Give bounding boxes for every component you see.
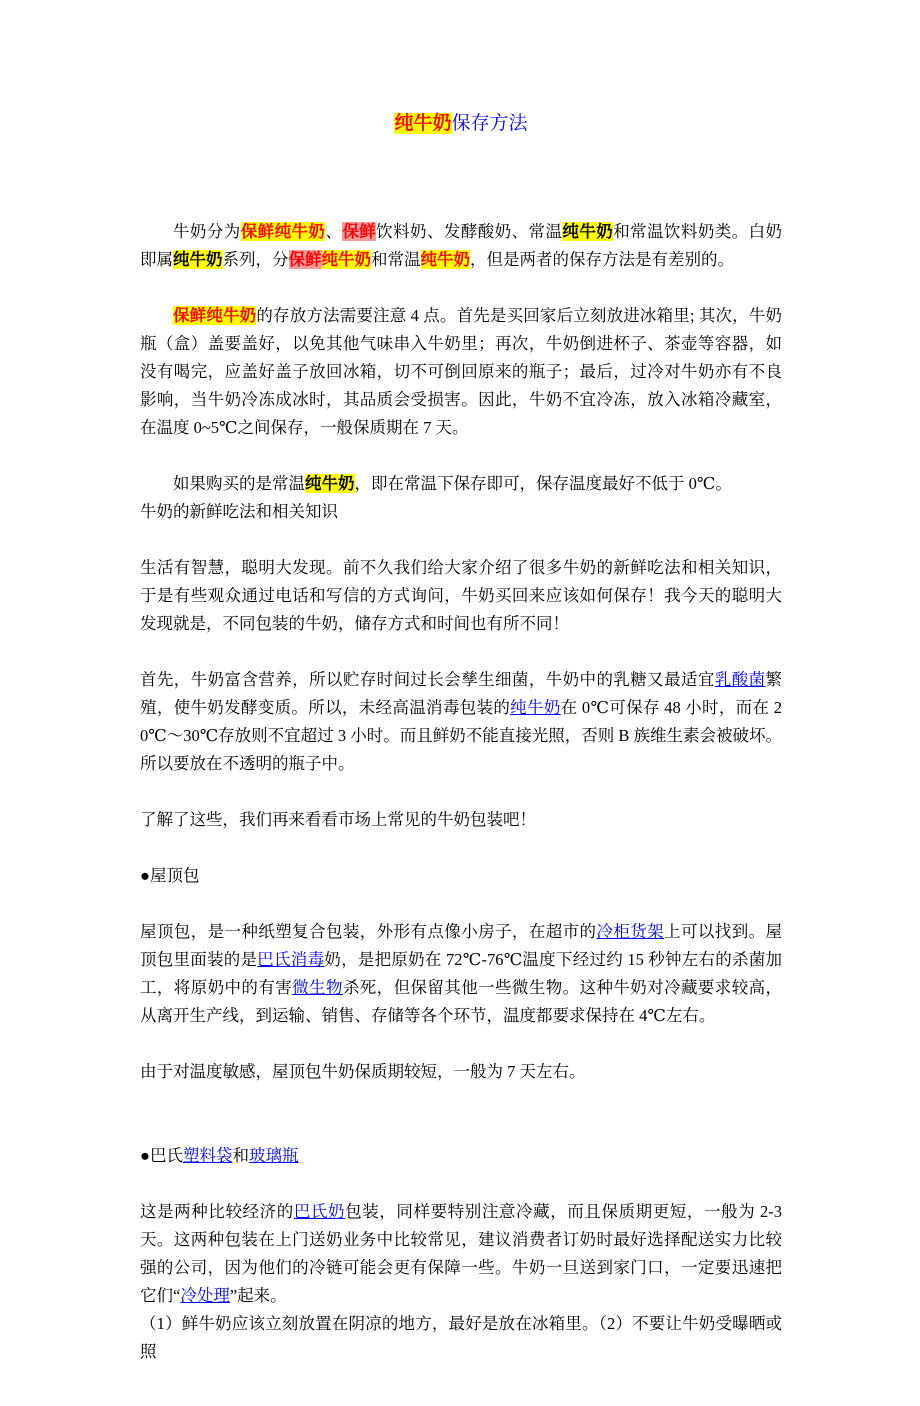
text-run: ，但是两者的保存方法是有差别的。: [470, 250, 734, 269]
hyperlink[interactable]: 玻璃瓶: [248, 1146, 299, 1165]
text-run: 保鲜纯牛奶: [173, 306, 257, 325]
text-run: 纯牛奶: [562, 222, 614, 241]
hyperlink[interactable]: 纯牛奶: [510, 698, 561, 717]
para-room-temp-milk: [140, 470, 782, 498]
text-run: 保鲜: [288, 250, 322, 269]
para-lets-look-at-packaging: [140, 806, 782, 834]
para-economic-packaging: [140, 1198, 787, 1310]
para-roof-pack-description: [140, 918, 782, 1030]
text-run: ●屋顶包: [140, 866, 200, 885]
text-run: 纯牛奶: [173, 250, 223, 269]
heading-fresh-eating-knowledge: [140, 498, 782, 526]
hyperlink[interactable]: 塑料袋: [182, 1146, 233, 1165]
text-run: 纯牛奶: [420, 250, 470, 269]
para-smart-discovery: [140, 554, 782, 638]
text-run: 和常温: [371, 250, 421, 269]
text-run: 保鲜纯牛奶: [240, 222, 326, 241]
text-run: 和: [232, 1146, 249, 1165]
text-run: 、: [325, 222, 343, 241]
text-run: 纯牛奶: [394, 113, 452, 134]
text-run: 纯牛奶: [305, 474, 355, 493]
hyperlink[interactable]: 巴氏消毒: [257, 950, 325, 969]
text-run: ●巴氏: [140, 1146, 183, 1165]
text-run: 纯牛奶: [321, 250, 371, 269]
text-run: 上可以找到。屋顶包里面装的是: [140, 922, 783, 969]
text-run: 在 0℃可保存 48 小时，而在 20℃～30℃存放则不宜超过 3 小时。而且鲜奶不能直接光照，否则 B 族维生素会被破坏。所以要放在不透明的瓶子中。: [140, 698, 783, 773]
text-run: 包装，同样要特别注意冷藏，而且保质期更短，一般为 2-3 天。这两种包装在上门送奶业务中比较常见，建议消费者订奶时最好选择配送实力比较强的公司，因为他们的冷链可能会更有保障一些。牛奶一旦送到家门口，一定要迅速把它们“: [140, 1202, 787, 1305]
text-run: 由于对温度敏感，屋顶包牛奶保质期较短，一般为 7 天左右。: [140, 1062, 586, 1081]
text-run: 了解了这些，我们再来看看市场上常见的牛奶包装吧！: [140, 810, 536, 829]
text-run: 保存方法: [451, 113, 528, 134]
text-run: 奶，是把原奶在 72℃-76℃温度下经过约 15 秒钟左右的杀菌加工，将原奶中的有害: [140, 950, 783, 997]
text-run: 和常温饮料奶类。白奶即属: [140, 222, 783, 269]
para-fresh-milk-storage-tips: [140, 302, 782, 442]
text-run: 如果购买的是常温: [173, 474, 305, 493]
hyperlink[interactable]: 冷柜货架: [596, 922, 665, 941]
hyperlink[interactable]: 冷处理: [180, 1286, 230, 1305]
text-run: 的存放方法需要注意 4 点。首先是买回家后立刻放进冰箱里; 其次，牛奶瓶（盒）盖要盖好，以免其他气味串入牛奶里；再次，牛奶倒进杯子、茶壶等容器，如没有喝完，应盖好盖子放回冰箱，切不可倒回原来的瓶子；最后，过冷对牛奶亦有不良影响，当牛奶冷冻成冰时，其品质会受损害。因此，牛奶不宜冷冻，放入冰箱冷藏室，在温度 0~5℃之间保存，一般保质期在 7 天。: [140, 306, 783, 437]
text-run: （1）鲜牛奶应该立刻放置在阴凉的地方，最好是放在冰箱里。（2）不要让牛奶受曝晒或照: [140, 1314, 782, 1361]
para-nutrition-bacteria: [140, 666, 782, 778]
text-run: 牛奶分为: [173, 222, 241, 241]
hyperlink[interactable]: 乳酸菌: [714, 670, 766, 689]
hyperlink[interactable]: 巴氏奶: [293, 1202, 346, 1221]
bullet-plastic-bag-glass-bottle: [140, 1142, 782, 1170]
para-storage-advice-list: [140, 1310, 782, 1366]
text-run: 杀死，但保留其他一些微生物。这种牛奶对冷藏要求较高，从离开生产线，到运输、销售、存储等各个环节，温度都要求保持在 4℃左右。: [140, 978, 783, 1025]
text-run: 繁殖，使牛奶发酵变质。所以，未经高温消毒包装的: [140, 670, 783, 717]
text-run: 屋顶包，是一种纸塑复合包装，外形有点像小房子，在超市的: [140, 922, 597, 941]
para-roof-pack-shelf-life: [140, 1058, 782, 1086]
text-run: 首先，牛奶富含营养，所以贮存时间过长会孳生细菌，牛奶中的乳糖又最适宜: [140, 670, 715, 689]
document-title: [140, 110, 782, 138]
hyperlink[interactable]: 微生物: [292, 978, 343, 997]
text-run: 饮料奶、发酵酸奶、常温: [376, 222, 563, 241]
text-run: ，即在常温下保存即可，保存温度最好不低于 0℃。: [354, 474, 732, 493]
text-run: 系列，分: [222, 250, 289, 269]
para-milk-categories: [140, 218, 782, 274]
text-run: 这是两种比较经济的: [140, 1202, 294, 1221]
bullet-roof-pack: [140, 862, 782, 890]
text-run: ”起来。: [229, 1286, 287, 1305]
text-run: 保鲜: [342, 222, 377, 241]
text-run: 牛奶的新鲜吃法和相关知识: [140, 502, 338, 521]
text-run: 生活有智慧，聪明大发现。前不久我们给大家介绍了很多牛奶的新鲜吃法和相关知识，于是有些观众通过电话和写信的方式询问，牛奶买回来应该如何保存！我今天的聪明大发现就是，不同包装的牛奶，储存方式和时间也有所不同！: [140, 558, 782, 633]
